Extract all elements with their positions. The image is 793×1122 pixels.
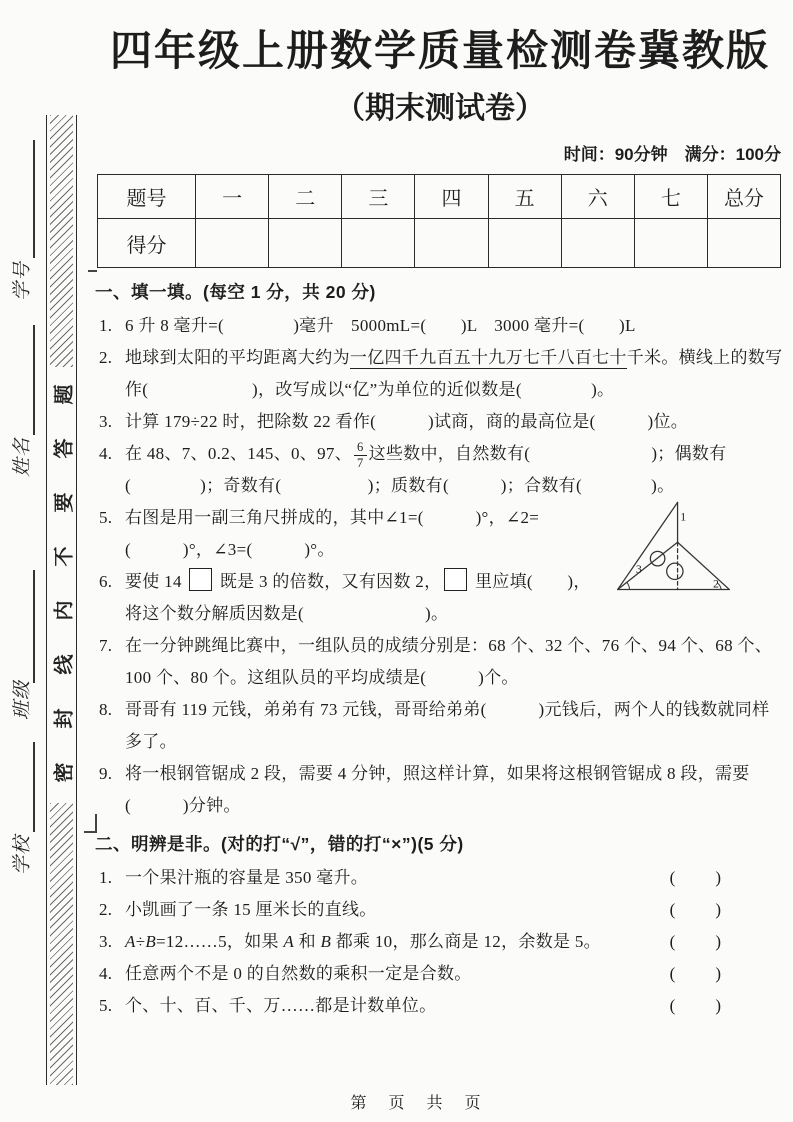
question-text: A bbox=[283, 932, 295, 952]
score-column-header: 一 bbox=[196, 175, 269, 219]
question bbox=[95, 406, 785, 438]
question-text: A bbox=[125, 932, 136, 952]
question-number: 5. bbox=[99, 508, 113, 528]
question bbox=[95, 342, 785, 406]
fraction-numerator: 6 bbox=[354, 441, 367, 456]
fraction-denominator: 7 bbox=[357, 456, 364, 470]
score-cell bbox=[561, 219, 634, 268]
section-heading: 一、填一填。(每空 1 分，共 20 分) bbox=[95, 282, 376, 302]
score-column-header: 总分 bbox=[707, 175, 780, 219]
question-text: 个、十、百、千、万……都是计数单位。 bbox=[125, 996, 437, 1016]
tf-answer-blank: ( ) bbox=[669, 868, 723, 888]
question bbox=[95, 438, 785, 502]
exam-page bbox=[95, 0, 785, 1022]
seal-char-glyph: 答 bbox=[53, 438, 75, 458]
tf-answer-blank: ( ) bbox=[669, 996, 723, 1016]
question bbox=[95, 862, 785, 894]
fraction bbox=[354, 441, 367, 470]
question-text: 里应填( )，将这个数分解质因数是( )。 bbox=[125, 572, 591, 624]
question-text: 要使 14 bbox=[125, 572, 187, 592]
seal-char-glyph: 封 bbox=[53, 708, 75, 728]
question-body bbox=[125, 862, 670, 894]
question-text: 地球到太阳的平均距离大约为 bbox=[125, 348, 350, 367]
time-score-info: 时间：90分钟 满分：100分 bbox=[563, 145, 781, 164]
question-text: 千米。横线上的数写作( )，改写成以“亿”为单位的近似数是( )。 bbox=[125, 348, 783, 399]
question-text: 右图是用一副三角尺拼成的，其中∠1=( )°，∠2=( )°，∠3=( )°。 bbox=[125, 508, 540, 560]
tf-answer-blank: ( ) bbox=[669, 932, 723, 952]
field-blank-line bbox=[33, 742, 35, 832]
field-school bbox=[0, 0, 95, 1122]
score-row-label: 得分 bbox=[98, 219, 196, 268]
score-column-header: 五 bbox=[488, 175, 561, 219]
question-text: 在一分钟跳绳比赛中，一组队员的成绩分别是：68 个、32 个、76 个、94 个、68 个、100 个、80 个。这组队员的平均成绩是( )个。 bbox=[125, 636, 773, 688]
field-label: 姓名 bbox=[11, 437, 33, 478]
question-body bbox=[125, 926, 670, 958]
field-label: 学校 bbox=[11, 835, 33, 876]
score-column-header: 六 bbox=[561, 175, 634, 219]
answer-box bbox=[444, 568, 467, 591]
seal-char-glyph: 密 bbox=[53, 762, 75, 782]
score-cell bbox=[707, 219, 780, 268]
question-body bbox=[125, 958, 670, 990]
seal-char-glyph: 题 bbox=[53, 384, 75, 404]
question-number: 4. bbox=[99, 444, 113, 463]
question-number: 1. bbox=[99, 316, 113, 335]
question-text: B bbox=[145, 932, 157, 952]
svg-text:3: 3 bbox=[635, 562, 643, 577]
question-text: 既是 3 的倍数，又有因数 2， bbox=[215, 572, 442, 592]
page-subtitle: （期末测试卷） bbox=[335, 92, 545, 125]
seal-margin bbox=[0, 0, 95, 1122]
section-2 bbox=[95, 828, 785, 1022]
question-number: 3. bbox=[99, 412, 113, 431]
section-questions bbox=[95, 862, 785, 1022]
question-body bbox=[125, 990, 670, 1022]
score-cell bbox=[415, 219, 488, 268]
question-number: 3. bbox=[99, 932, 113, 952]
question-number: 8. bbox=[99, 700, 113, 720]
question-text: 哥哥有 119 元钱，弟弟有 73 元钱，哥哥给弟弟( )元钱后，两个人的钱数就同样多了。 bbox=[125, 700, 770, 752]
field-label: 学号 bbox=[11, 261, 33, 302]
section-1 bbox=[95, 276, 785, 822]
question bbox=[95, 990, 785, 1022]
question-number: 2. bbox=[99, 900, 113, 920]
score-column-header: 三 bbox=[342, 175, 415, 219]
section-heading: 二、明辨是非。(对的打“√”，错的打“×”)(5 分) bbox=[95, 834, 464, 855]
question bbox=[95, 566, 785, 630]
field-label: 班级 bbox=[11, 680, 33, 721]
question-number: 4. bbox=[99, 964, 113, 984]
section-questions bbox=[95, 310, 785, 822]
tf-answer-blank: ( ) bbox=[669, 900, 723, 920]
question-number: 1. bbox=[99, 868, 113, 888]
score-cell bbox=[269, 219, 342, 268]
question bbox=[95, 958, 785, 990]
page-footer: 第 页 共 页 bbox=[350, 1095, 484, 1112]
question-text: 6 升 8 毫升=( )毫升 5000mL=( )L 3000 毫升=( )L bbox=[125, 316, 636, 335]
fold-mark bbox=[84, 831, 95, 833]
question-text: 都乘 10，那么商是 12，余数是 5。 bbox=[331, 932, 601, 952]
score-column-header: 四 bbox=[415, 175, 488, 219]
question-number: 6. bbox=[99, 572, 113, 592]
score-cell bbox=[342, 219, 415, 268]
score-column-header: 二 bbox=[269, 175, 342, 219]
page-title: 四年级上册数学质量检测卷冀教版 bbox=[109, 27, 770, 74]
answer-box bbox=[189, 568, 212, 591]
seal-char-glyph: 内 bbox=[53, 600, 75, 620]
svg-text:2: 2 bbox=[712, 576, 720, 591]
question bbox=[95, 758, 785, 822]
question bbox=[95, 694, 785, 758]
seal-char-glyph: 不 bbox=[53, 546, 75, 566]
question bbox=[95, 630, 785, 694]
score-table-corner: 题号 bbox=[98, 175, 196, 219]
question-number: 5. bbox=[99, 996, 113, 1016]
question-body bbox=[125, 894, 670, 926]
question-text: 任意两个不是 0 的自然数的乘积一定是合数。 bbox=[125, 964, 472, 984]
score-table-header-row bbox=[98, 175, 781, 219]
question-text: B bbox=[320, 932, 332, 952]
question bbox=[95, 926, 785, 958]
svg-text:1: 1 bbox=[680, 509, 687, 524]
score-table-score-row bbox=[98, 219, 781, 268]
question-text: ÷ bbox=[135, 932, 146, 952]
question-text: =12……5，如果 bbox=[156, 932, 284, 952]
question-number: 2. bbox=[99, 348, 113, 367]
tf-answer-blank: ( ) bbox=[669, 964, 723, 984]
question-text: 小凯画了一条 15 厘米长的直线。 bbox=[125, 900, 377, 920]
question-sections bbox=[95, 276, 785, 1022]
score-cell bbox=[488, 219, 561, 268]
seal-char-glyph: 线 bbox=[53, 654, 75, 674]
underlined-number: 一亿四千九百五十九万七千八百七十 bbox=[349, 348, 627, 367]
score-cell bbox=[196, 219, 269, 268]
question bbox=[95, 894, 785, 926]
score-cell bbox=[634, 219, 707, 268]
question-text: 将一根钢管锯成 2 段，需要 4 分钟，照这样计算，如果将这根钢管锯成 8 段，需要( )分钟。 bbox=[125, 764, 750, 816]
score-column-header: 七 bbox=[634, 175, 707, 219]
question bbox=[95, 310, 785, 342]
question-text: 在 48、7、0.2、145、0、97、 bbox=[125, 444, 352, 463]
question-text: 计算 179÷22 时，把除数 22 看作( )试商，商的最高位是( )位。 bbox=[125, 412, 689, 431]
score-table bbox=[97, 174, 781, 268]
question-number: 7. bbox=[99, 636, 113, 656]
question-number: 9. bbox=[99, 764, 113, 784]
question-text: 和 bbox=[294, 932, 321, 952]
question-text: 一个果汁瓶的容量是 350 毫升。 bbox=[125, 868, 369, 888]
question-text: 这些数中，自然数有( )；偶数有( )；奇数有( )；质数有( )；合数有( )。 bbox=[125, 444, 727, 496]
seal-char-glyph: 要 bbox=[53, 492, 75, 512]
